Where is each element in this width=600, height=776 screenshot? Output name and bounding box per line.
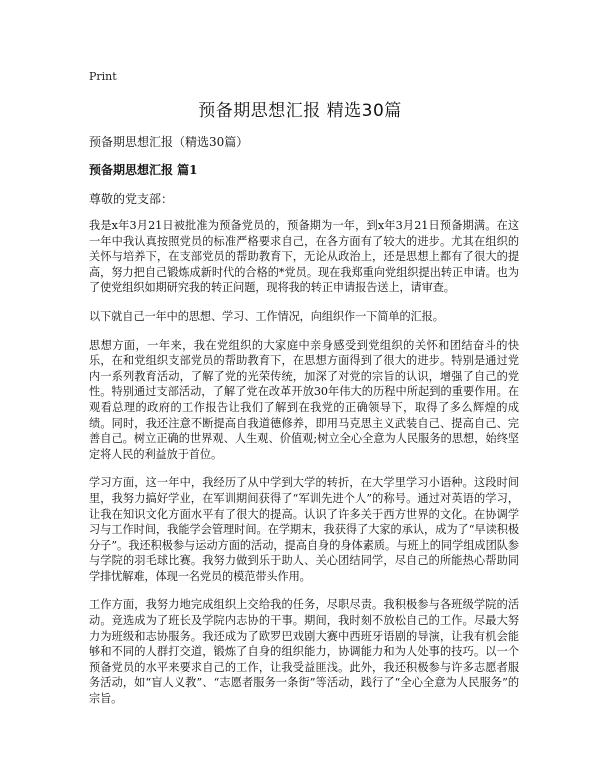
paragraph-summary-lead: 以下就自己一年中的思想、学习、工作情况，向组织作一下简单的汇报。 (89, 309, 444, 323)
paragraph-study: 学习方面，这一年中，我经历了从中学到大学的转折，在大学里学习小语种。这段时间里，我努力搞好学业，在军训期间获得了“军训先进个人”的称号。通过对英语的学习，让我在知识文化方面水平有了很大的提高。认识了许多关于西方世界的文化。在协调学习与工作时间，我能学会管理时间。在学期末，我获得了大家的承认，成为了“早读积极分子”。我还积极参与运动方面的活动，提高自身的身体素质。与班上的同学组成团队参与学院的羽毛球比赛。我努力做到乐于助人、关心团结同学，尽自己的所能热心帮助同学排忧解难，体现一名党员的模范带头作用。 (89, 476, 519, 583)
print-link[interactable]: Print (89, 70, 117, 83)
paragraph-work: 工作方面，我努力地完成组织上交给我的任务，尽职尽责。我积极参与各班级学院的活动。竞选成为了班长及学院内志协的干事。期间，我时刻不放松自己的工作。尽最大努力为班级和志协服务。我还成为了欧罗巴戏剧大赛中西班牙语剧的导演，让我有机会能够和不同的人群打交道，锻炼了自身的组织能力，协调能力和为人处事的技巧。以一个预备党员的水平来要求自己的工作，让我受益匪浅。此外，我还积极参与许多志愿者服务活动，如“盲人义教”、“志愿者服务一条街”等活动，践行了“全心全意为人民服务”的宗旨。 (89, 598, 519, 706)
section-heading: 预备期思想汇报 篇1 (89, 163, 198, 177)
document-subtitle: 预备期思想汇报（精选30篇） (89, 135, 249, 149)
document-body (89, 134, 519, 720)
salutation: 尊敬的党支部： (89, 192, 174, 206)
paragraph-intro: 我是x年3月21日被批准为预备党员的，预备期为一年，到x年3月21日预备期满。在这一年中我认真按照党员的标准严格要求自己，在各方面有了较大的进步。尤其在组织的关怀与培养下，在支部党员的帮助教育下，无论从政治上，还是思想上都有了很大的提高，努力把自己锻炼成新时代的合格的*党员。现在我郑重向党组织提出转正申请。也为了使党组织如期研究我的转正问题，现将我的转正申请报告送上，请审查。 (89, 219, 519, 295)
page-title: 预备期思想汇报 精选30篇 (198, 101, 402, 121)
paragraph-thought: 思想方面，一年来，我在党组织的大家庭中亲身感受到党组织的关怀和团结奋斗的快乐，在和党组织支部党员的帮助教育下，在思想方面得到了很大的进步。特别是通过党内一系列教育活动，了解了党的光荣传统，加深了对党的宗旨的认识，增强了自己的党性。特别通过支部活动，了解了党在改革开放30年伟大的历程中所起到的重要作用。在观看总理的政府的工作报告让我们了解到在我党的正确领导下，取得了多么辉煌的成绩。同时，我还注意不断提高自我道德修养，即用马克思主义武装自己、提高自己、完善自己。树立正确的世界观、人生观、价值观;树立全心全意为人民服务的思想，始终坚定将人民的利益放于首位。 (89, 338, 519, 461)
